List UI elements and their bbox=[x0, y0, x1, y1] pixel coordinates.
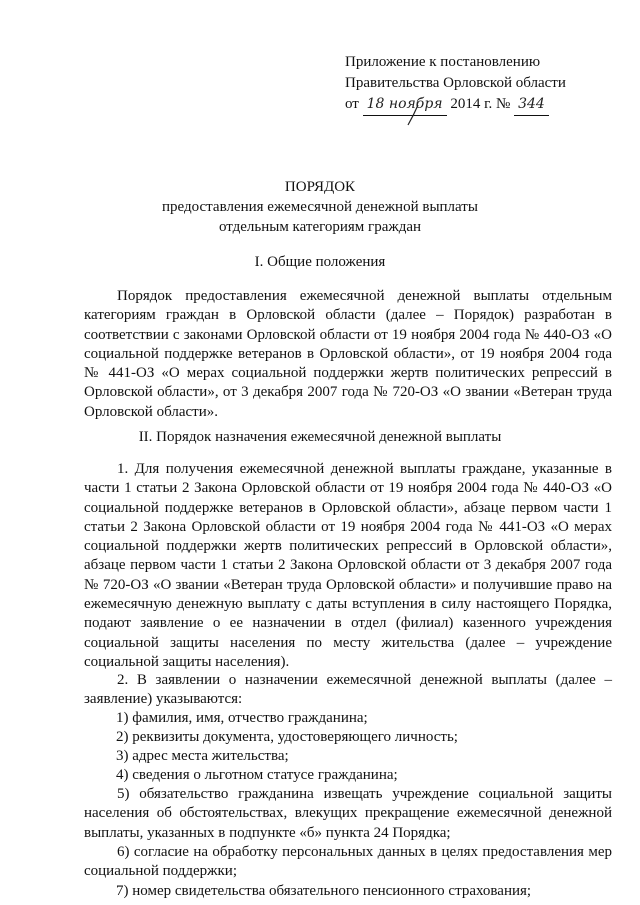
appendix-header bbox=[345, 52, 625, 116]
handwritten-date: 18 ноября bbox=[363, 94, 447, 116]
title-line-3: отдельным категориям граждан bbox=[218, 219, 422, 235]
list-item-2: 2) реквизиты документа, удостоверяющего личность; bbox=[116, 729, 458, 745]
title-line-1: ПОРЯДОК bbox=[284, 179, 356, 195]
title-line-2: предоставления ежемесячной денежной выплаты bbox=[162, 199, 478, 215]
header-line-1: Приложение к постановлению bbox=[345, 54, 541, 70]
list-item-3: 3) адрес места жительства; bbox=[116, 748, 289, 764]
handwritten-number: 344 bbox=[514, 94, 549, 116]
list-item-7: 7) номер свидетельства обязательного пенсионного страхования; bbox=[116, 883, 532, 899]
section-heading-2: II. Порядок назначения ежемесячной денежной выплаты bbox=[138, 429, 502, 445]
section-heading-1: I. Общие положения bbox=[254, 254, 386, 270]
document-title bbox=[0, 177, 640, 237]
header-date-prefix: от bbox=[345, 96, 359, 112]
header-line-2: Правительства Орловской области bbox=[345, 75, 566, 91]
paragraph-item-1: 1. Для получения ежемесячной денежной выплаты граждане, указанные в части 1 статьи 2 Закона Орловской области от 19 ноября 2004 года № 440-ОЗ «О социальной поддержке ветеранов в Орловской области», абзаце первом части 1 статьи 2 Закона Орловской области от 19 ноября 2004 года № 441-ОЗ «О мерах социальной поддержки жертв политических репрессий в Орловской области», абзаце первом части 1 статьи 2 Закона Орловской области от 3 декабря 2007 года № 720-ОЗ «О звании «Ветеран труда Орловской области» и получившие право на ежемесячную денежную выплату с даты вступления в силу настоящего Порядка, подают заявление о ее назначении в отдел (филиал) казенного учреждения социальной защиты населения по месту жительства (далее – учреждение социальной защиты населения). bbox=[84, 461, 612, 670]
list-item-4: 4) сведения о льготном статусе гражданина; bbox=[116, 767, 398, 783]
header-line-3 bbox=[345, 94, 625, 116]
paragraph-item-2: 2. В заявлении о назначении ежемесячной денежной выплаты (далее – заявление) указываются: bbox=[84, 672, 612, 708]
header-year: 2014 г. № bbox=[450, 96, 511, 112]
pen-stroke-mark bbox=[406, 104, 420, 126]
list-item-1: 1) фамилия, имя, отчество гражданина; bbox=[116, 710, 368, 726]
paragraph-general-provisions: Порядок предоставления ежемесячной денежной выплаты отдельным категориям граждан в Орловской области (далее – Порядок) разработан в соответствии с законами Орловской области от 19 ноября 2004 года № 440-ОЗ «О социальной поддержке ветеранов в Орловской области», от 19 ноября 2004 года № 441-ОЗ «О мерах социальной поддержки жертв политических репрессий в Орловской области», от 3 декабря 2007 года № 720-ОЗ «О звании «Ветеран труда Орловской области». bbox=[84, 288, 612, 420]
list-item-5: 5) обязательство гражданина извещать учреждение социальной защиты населения об обстоятельствах, влекущих прекращение ежемесячной денежной выплаты, указанных в подпункте «б» пункта 24 Порядка; bbox=[84, 786, 612, 841]
list-item-6: 6) согласие на обработку персональных данных в целях предоставления мер социальной поддержки; bbox=[84, 844, 612, 880]
